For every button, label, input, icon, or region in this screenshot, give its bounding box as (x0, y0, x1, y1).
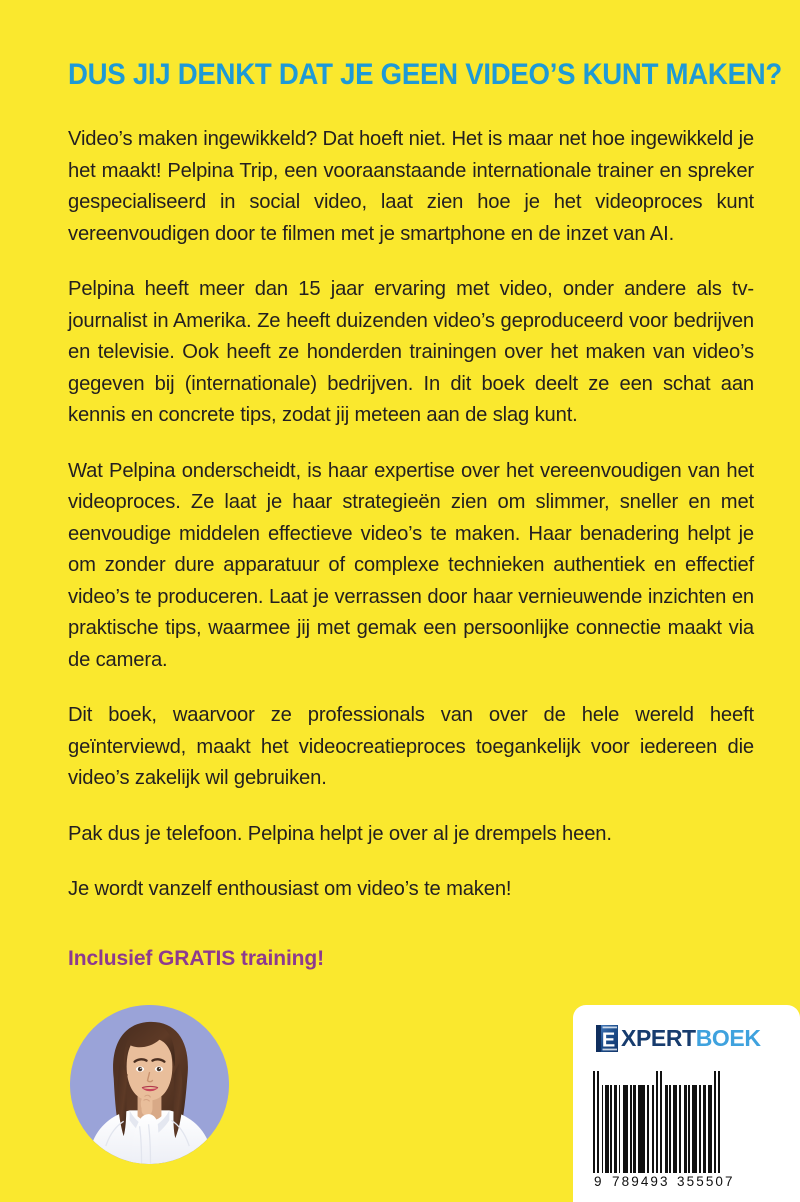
isbn-barcode (593, 1071, 748, 1190)
book-icon (595, 1024, 620, 1053)
page-title: DUS JIJ DENKT DAT JE GEEN VIDEO’S KUNT MAKEN? (68, 58, 782, 91)
barcode-bars (593, 1071, 748, 1173)
expertboek-logo (595, 1023, 761, 1053)
publisher-barcode-card (573, 1005, 800, 1202)
author-portrait (70, 1005, 229, 1164)
blurb-text-block (68, 124, 754, 906)
barcode-digit-group-2: 789493 (612, 1174, 670, 1189)
logo-wordmark (621, 1024, 761, 1053)
blurb-paragraph-3: Wat Pelpina onderscheidt, is haar expertise over het vereenvoudigen van het videoproces. Ze laat je haar strategieën zien om slimmer, sneller en met eenvoudige middelen effectieve video’s te maken. Haar benadering helpt je om zonder dure apparatuur of complexe technieken authentiek en effectief video’s te produceren. Laat je verrassen door haar vernieuwende inzichten en praktische tips, waarmee jij met gemak een persoonlijke connectie maakt via de camera. (68, 459, 754, 671)
barcode-digits (593, 1174, 748, 1190)
closing-line-2: Je wordt vanzelf enthousiast om video’s te maken! (68, 878, 512, 900)
barcode-digit-group-1: 9 (594, 1174, 602, 1189)
logo-expert-text: XPERT (621, 1024, 696, 1051)
blurb-paragraph-4: Dit boek, waarvoor ze professionals van over de hele wereld heeft geïnterviewd, maakt het videocreatieproces toegankelijk voor iedereen die video’s zakelijk wil gebruiken. (68, 704, 754, 789)
barcode-digit-group-3: 355507 (677, 1174, 735, 1189)
promo-label: Inclusief GRATIS training! (68, 947, 325, 970)
blurb-paragraph-1: Video’s maken ingewikkeld? Dat hoeft niet. Het is maar net hoe ingewikkeld je het maakt! Pelpina Trip, een vooraanstaande internationale trainer en spreker gespecialiseerd in social video, laat zien hoe je het videoproces kunt vereenvoudigen door te filmen met je smartphone en de inzet van AI. (68, 128, 754, 245)
closing-line-1: Pak dus je telefoon. Pelpina helpt je over al je drempels heen. (68, 822, 612, 845)
svg-text:E: E (601, 1029, 616, 1051)
logo-boek-text: BOEK (695, 1024, 761, 1051)
blurb-paragraph-2: Pelpina heeft meer dan 15 jaar ervaring met video, onder andere als tv-journalist in Amerika. Ze heeft duizenden video’s geproduceerd voor bedrijven en televisie. Ook heeft ze honderden trainingen over het maken van video’s gegeven bij (internationale) bedrijven. In dit boek deelt ze een schat aan kennis en concrete tips, zodat jij meteen aan de slag kunt. (68, 278, 754, 426)
